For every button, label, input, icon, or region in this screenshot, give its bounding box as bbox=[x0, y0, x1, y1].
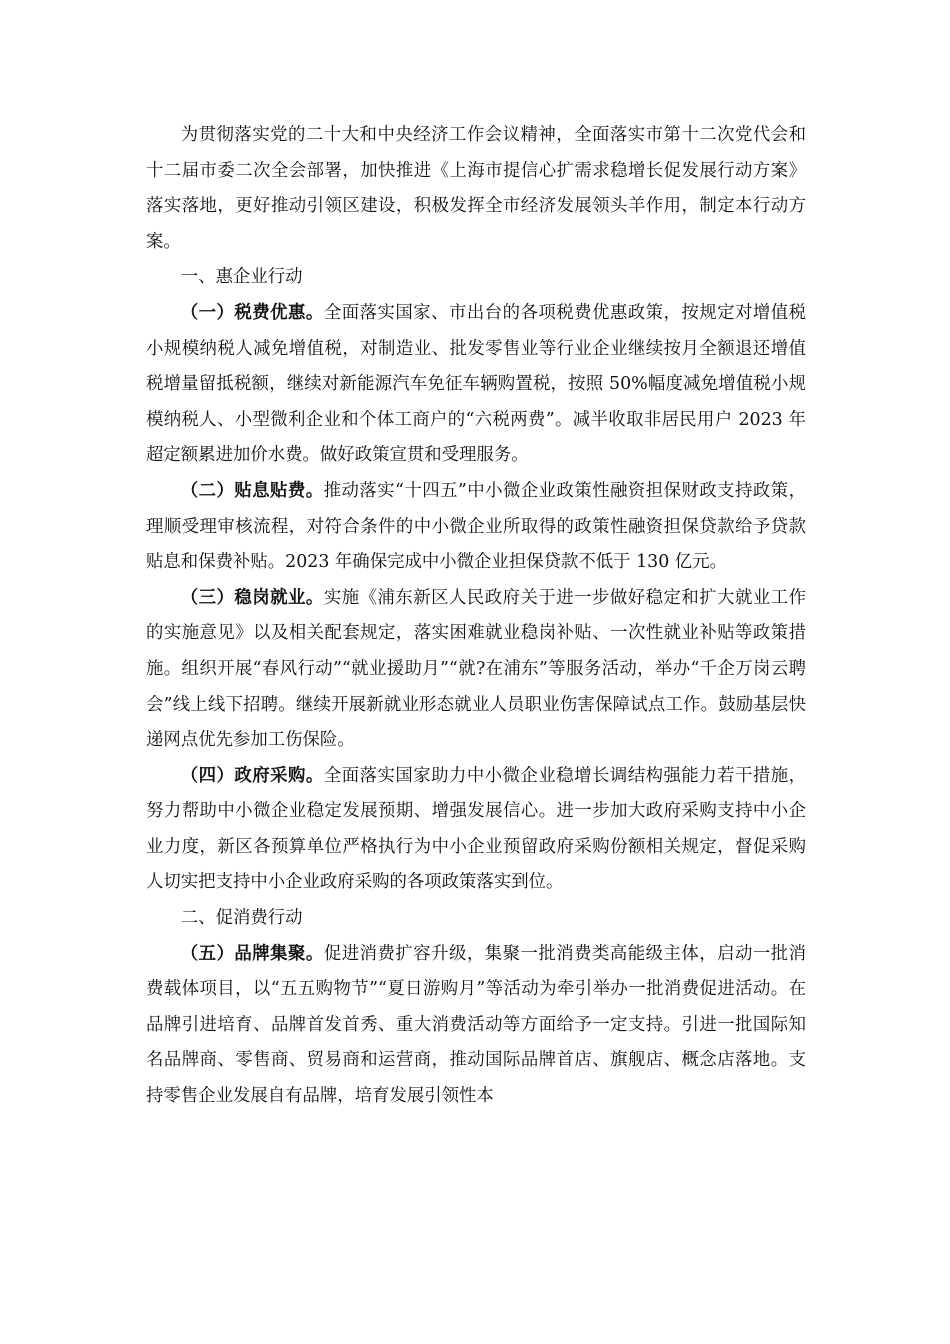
item-text: 全面落实国家助力中小微企业稳增长调结构强能力若干措施，努力帮助中小微企业稳定发展预期、增强发展信心。进一步加大政府采购支持中小企业力度，新区各预算单位严格执行为中小企业预留政府采购份额相关规定，督促采购人切实把支持中小企业政府采购的各项政策落实到位。 bbox=[146, 765, 806, 893]
section-heading-2: 二、促消费行动 bbox=[180, 908, 303, 929]
item-label: （三）稳岗就业。 bbox=[180, 587, 324, 608]
item-text: 推动落实“十四五”中小微企业政策性融资担保财政支持政策，理顺受理审核流程，对符合条件的中小微企业所取得的政策性融资担保贷款给予贷款贴息和保费补贴。2023 年确保完成中小微企业担保贷款不低于 130 亿元。 bbox=[146, 480, 806, 573]
document-page bbox=[146, 118, 806, 1115]
item-paragraph-5 bbox=[146, 937, 806, 1115]
item-paragraph-3 bbox=[146, 581, 806, 759]
item-text: 全面落实国家、市出台的各项税费优惠政策，按规定对增值税小规模纳税人减免增值税，对制造业、批发零售业等行业企业继续按月全额退还增值税增量留抵税额，继续对新能源汽车免征车辆购置税，按照 50%幅度减免增值税小规模纳税人、小型微利企业和个体工商户的“六税两费”。减半收取非居民用户 2023 年超定额累进加价水费。做好政策宣贯和受理服务。 bbox=[146, 302, 806, 466]
item-label: （一）税费优惠。 bbox=[180, 302, 324, 323]
item-label: （四）政府采购。 bbox=[180, 765, 324, 786]
item-paragraph-1 bbox=[146, 296, 806, 474]
item-paragraph-4 bbox=[146, 759, 806, 901]
item-label: （二）贴息贴费。 bbox=[180, 480, 324, 501]
intro-paragraph: 为贯彻落实党的二十大和中央经济工作会议精神，全面落实市第十二次党代会和十二届市委二次全会部署，加快推进《上海市提信心扩需求稳增长促发展行动方案》落实落地，更好推动引领区建设，积极发挥全市经济发展领头羊作用，制定本行动方案。 bbox=[146, 125, 806, 252]
section-heading-1: 一、惠企业行动 bbox=[180, 267, 303, 288]
item-label: （五）品牌集聚。 bbox=[180, 943, 324, 964]
item-text: 促进消费扩容升级，集聚一批消费类高能级主体，启动一批消费载体项目，以“五五购物节”“夏日游购月”等活动为牵引举办一批消费促进活动。在品牌引进培育、品牌首发首秀、重大消费活动等方面给予一定支持。引进一批国际知名品牌商、零售商、贸易商和运营商，推动国际品牌首店、旗舰店、概念店落地。支持零售企业发展自有品牌，培育发展引领性本 bbox=[146, 943, 806, 1107]
item-paragraph-2 bbox=[146, 474, 806, 581]
item-text: 实施《浦东新区人民政府关于进一步做好稳定和扩大就业工作的实施意见》以及相关配套规定，落实困难就业稳岗补贴、一次性就业补贴等政策措施。组织开展“春风行动”“就业援助月”“就?在浦东”等服务活动，举办“千企万岗云聘会”线上线下招聘。继续开展新就业形态就业人员职业伤害保障试点工作。鼓励基层快递网点优先参加工伤保险。 bbox=[146, 587, 806, 751]
